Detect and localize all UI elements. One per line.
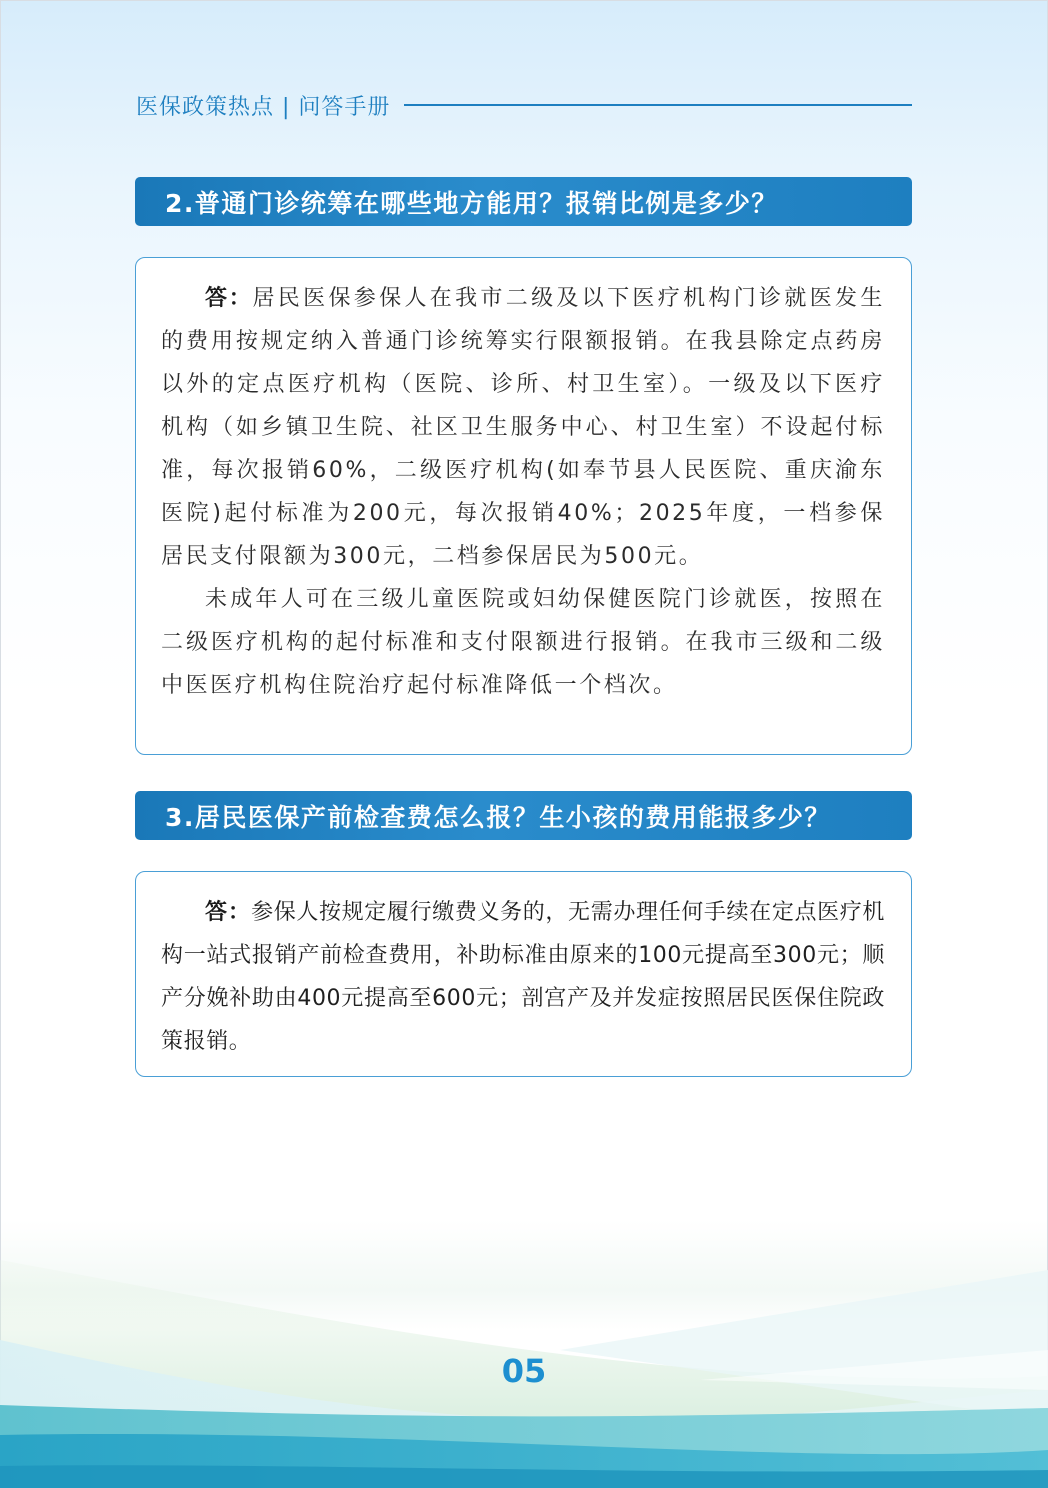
question-2-bar xyxy=(135,177,912,226)
answer-3-box xyxy=(135,871,912,1077)
answer-label: 答： xyxy=(205,286,253,311)
header-divider xyxy=(404,104,912,106)
answer-label: 答： xyxy=(205,900,252,925)
answer-2-text-1: 居民医保参保人在我市二级及以下医疗机构门诊就医发生的费用按规定纳入普通门诊统筹实行限额报销。在我县除定点药房以外的定点医疗机构（医院、诊所、村卫生室）。一级及以下医疗机构（如乡镇卫生院、社区卫生服务中心、村卫生室）不设起付标准，每次报销60%，二级医疗机构(如奉节县人民医院、重庆渝东医院)起付标准为200元，每次报销40%；2025年度，一档参保居民支付限额为300元，二档参保居民为500元。 xyxy=(161,286,885,569)
question-3-title: 3.居民医保产前检查费怎么报？生小孩的费用能报多少？ xyxy=(165,802,831,832)
answer-2-paragraph-1 xyxy=(161,277,885,578)
question-2-title: 2.普通门诊统筹在哪些地方能用？报销比例是多少？ xyxy=(165,188,778,218)
answer-2-paragraph-2: 未成年人可在三级儿童医院或妇幼保健医院门诊就医，按照在二级医疗机构的起付标准和支付限额进行报销。在我市三级和二级中医医疗机构住院治疗起付标准降低一个档次。 xyxy=(161,587,885,698)
answer-2-box xyxy=(135,257,912,755)
question-3-bar xyxy=(135,791,912,840)
header-title: 医保政策热点 | 问答手册 xyxy=(136,94,391,120)
page-number: 05 xyxy=(501,1352,547,1390)
page-header xyxy=(136,88,912,122)
answer-3-text-1: 参保人按规定履行缴费义务的，无需办理任何手续在定点医疗机构一站式报销产前检查费用，补助标准由原来的100元提高至300元；顺产分娩补助由400元提高至600元；剖宫产及并发症按照居民医保住院政策报销。 xyxy=(161,900,885,1054)
answer-3-paragraph-1 xyxy=(161,891,885,1063)
